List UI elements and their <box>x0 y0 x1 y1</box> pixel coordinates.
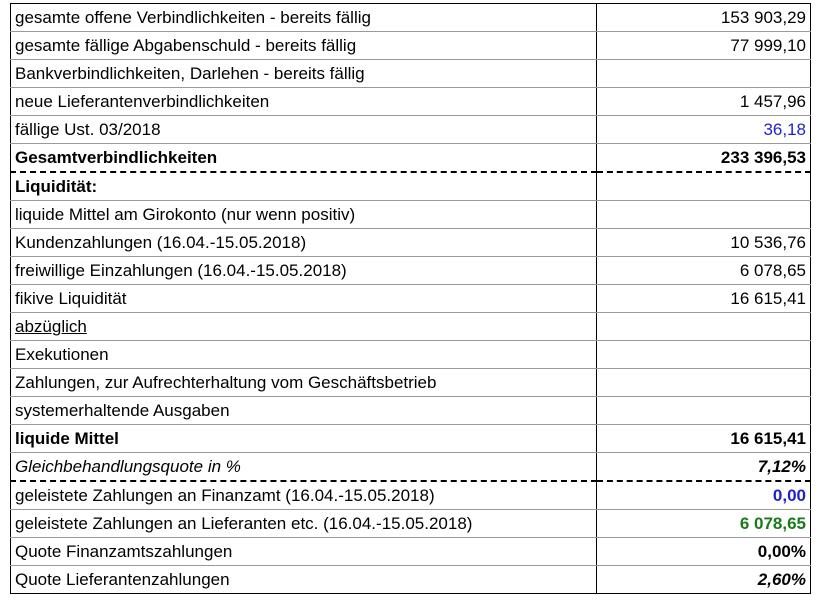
row-value[interactable] <box>597 397 811 425</box>
row-label[interactable] <box>11 313 597 341</box>
table-row <box>11 32 811 60</box>
table-row <box>11 313 811 341</box>
quota-row <box>11 453 811 482</box>
liquidity-table <box>10 3 811 594</box>
row-label[interactable]: Kundenzahlungen (16.04.-15.05.2018) <box>11 229 597 257</box>
row-value[interactable] <box>597 172 811 201</box>
row-label[interactable]: liquide Mittel am Girokonto (nur wenn positiv) <box>11 201 597 229</box>
row-label[interactable]: gesamte fällige Abgabenschuld - bereits fällig <box>11 32 597 60</box>
row-value[interactable]: 0,00% <box>597 538 811 566</box>
row-label[interactable]: geleistete Zahlungen an Finanzamt (16.04.-15.05.2018) <box>11 481 597 510</box>
section-header-row <box>11 172 811 201</box>
table-row <box>11 4 811 32</box>
row-label[interactable]: Quote Finanzamtszahlungen <box>11 538 597 566</box>
table-row <box>11 229 811 257</box>
table-row <box>11 285 811 313</box>
row-value[interactable]: 0,00 <box>597 481 811 510</box>
table-row <box>11 257 811 285</box>
row-label[interactable]: Zahlungen, zur Aufrechterhaltung vom Geschäftsbetrieb <box>11 369 597 397</box>
section-title[interactable]: Liquidität: <box>11 172 597 201</box>
table-row <box>11 60 811 88</box>
row-value[interactable]: 233 396,53 <box>597 144 811 173</box>
total-row <box>11 425 811 453</box>
row-value[interactable] <box>597 369 811 397</box>
row-value[interactable]: 10 536,76 <box>597 229 811 257</box>
row-label[interactable]: Quote Lieferantenzahlungen <box>11 566 597 594</box>
table-row <box>11 116 811 144</box>
row-value[interactable] <box>597 313 811 341</box>
row-label[interactable]: freiwillige Einzahlungen (16.04.-15.05.2018) <box>11 257 597 285</box>
table-row <box>11 481 811 510</box>
row-label[interactable]: gesamte offene Verbindlichkeiten - bereits fällig <box>11 4 597 32</box>
row-value[interactable]: 36,18 <box>597 116 811 144</box>
row-label[interactable]: fikive Liquidität <box>11 285 597 313</box>
row-value[interactable]: 6 078,65 <box>597 510 811 538</box>
table-row <box>11 566 811 594</box>
row-value[interactable]: 16 615,41 <box>597 425 811 453</box>
row-label[interactable]: fällige Ust. 03/2018 <box>11 116 597 144</box>
table-row <box>11 201 811 229</box>
row-label[interactable]: Exekutionen <box>11 341 597 369</box>
table-row <box>11 538 811 566</box>
row-label[interactable]: Gleichbehandlungsquote in % <box>11 453 597 482</box>
row-value[interactable] <box>597 60 811 88</box>
row-label[interactable]: neue Lieferantenverbindlichkeiten <box>11 88 597 116</box>
row-value[interactable] <box>597 201 811 229</box>
row-label[interactable]: liquide Mittel <box>11 425 597 453</box>
row-value[interactable] <box>597 341 811 369</box>
table-row <box>11 397 811 425</box>
table-row <box>11 88 811 116</box>
total-row <box>11 144 811 173</box>
row-label[interactable]: Gesamtverbindlichkeiten <box>11 144 597 173</box>
row-value[interactable]: 2,60% <box>597 566 811 594</box>
row-value[interactable]: 77 999,10 <box>597 32 811 60</box>
row-value[interactable]: 16 615,41 <box>597 285 811 313</box>
row-value[interactable]: 7,12% <box>597 453 811 482</box>
row-label[interactable]: systemerhaltende Ausgaben <box>11 397 597 425</box>
underlined-label: abzüglich <box>15 317 87 336</box>
table-row <box>11 369 811 397</box>
table-row <box>11 341 811 369</box>
row-value[interactable]: 6 078,65 <box>597 257 811 285</box>
row-value[interactable]: 1 457,96 <box>597 88 811 116</box>
row-label[interactable]: geleistete Zahlungen an Lieferanten etc. (16.04.-15.05.2018) <box>11 510 597 538</box>
row-label[interactable]: Bankverbindlichkeiten, Darlehen - bereits fällig <box>11 60 597 88</box>
row-value[interactable]: 153 903,29 <box>597 4 811 32</box>
table-row <box>11 510 811 538</box>
